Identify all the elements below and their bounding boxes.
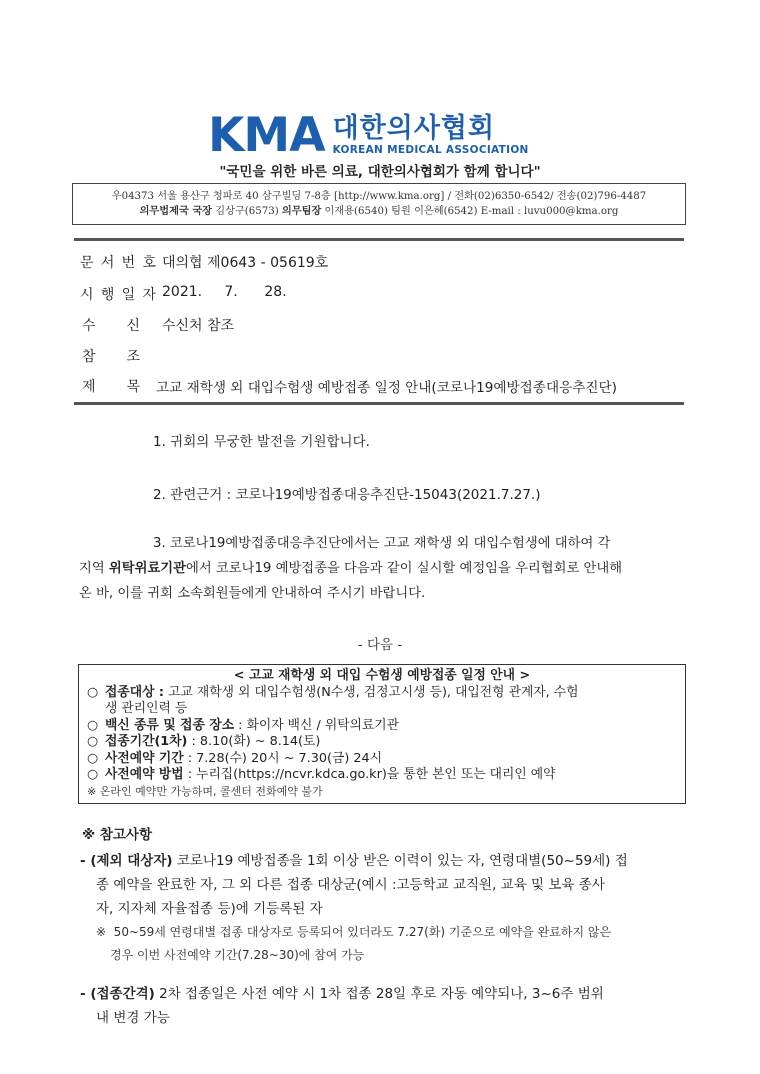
reference-label: 참 조 — [82, 349, 140, 365]
recipient-value: 수신처 참조 — [162, 318, 235, 334]
circle-icon: ○ — [87, 684, 99, 700]
meta-doc-number — [80, 252, 328, 272]
reference-item-1-note-1: ※ 50~59세 연령대별 접종 대상자로 등록되어 있더라도 7.27(화) 기준으로 예약을 완료하지 않은 — [96, 925, 612, 939]
paragraph-3-line-2: 지역 위탁위료기관에서 코로나19 예방접종을 다음과 같이 실시할 예정임을 우리협회로 안내해 — [79, 561, 623, 576]
meta-recipient — [80, 315, 234, 335]
schedule-item-period: ○ 접종기간(1차) : 8.10(화) ~ 8.14(토) — [87, 734, 321, 749]
subject-label: 제 목 — [82, 379, 140, 395]
schedule-title: < 고교 재학생 외 대입 수험생 예방접종 일정 안내 > — [233, 668, 531, 683]
schedule-item-target: ○ 접종대상 : 고교 재학생 외 대입수험생(N수생, 검정고시생 등), 대입전형 관계자, 수험 생 관리인력 등 — [87, 684, 579, 716]
schedule-note: ※ 온라인 예약만 가능하며, 콜센터 전화예약 불가 — [87, 784, 323, 798]
reference-title: ※ 참고사항 — [82, 827, 152, 843]
doc-number-label: 문 서 번 호 — [80, 255, 156, 271]
meta-subject — [80, 376, 617, 396]
circle-icon: ○ — [87, 717, 99, 733]
reference-item-1-note-2: 경우 이번 사전예약 기간(7.28~30)에 참여 가능 — [110, 948, 365, 962]
paragraph-3-line-3: 온 바, 이를 귀회 소속회원들에게 안내하여 주시기 바랍니다. — [79, 586, 426, 601]
doc-number-value: 대의협 제0643 - 05619호 — [162, 255, 329, 271]
team-label: 의무팀장 — [281, 206, 322, 217]
meta-date — [80, 284, 287, 304]
reference-item-1-line-3: 자, 지자체 자율접종 등)에 기등록된 자 — [96, 901, 323, 917]
reference-item-2-line-2: 내 변경 가능 — [96, 1010, 170, 1026]
logo-abbr: KMA — [208, 108, 325, 163]
paragraph-2: 2. 관련근거 : 코로나19예방접종대응추진단-15043(2021.7.27.) — [153, 487, 541, 503]
reference-item-1-line-2: 종 예약을 완료한 자, 그 외 다른 접종 대상군(예시 :고등학교 교직원, 교육 및 보육 종사 — [96, 877, 605, 893]
reference-item-2-line-1: - (접종간격) 2차 접종일은 사전 예약 시 1차 접종 28일 후로 자동 예약되나, 3~6주 범위 — [80, 986, 604, 1002]
paragraph-3-line-1: 3. 코로나19예방접종대응추진단에서는 고교 재학생 외 대입수험생에 대하여 각 — [153, 536, 611, 551]
entrusted-institution: 위탁위료기관 — [108, 561, 186, 576]
logo-text — [333, 115, 529, 155]
dept-person: 김상구(6573) — [212, 206, 282, 217]
contact-address: 우04373 서울 용산구 청파로 40 삼구빌딩 7-8층 [http://www.kma.org] / 전화(02)6350-6542/ 전송(02)796-4487 — [111, 191, 647, 202]
slogan: "국민을 위한 바른 의료, 대한의사협회가 함께 합니다" — [219, 164, 541, 180]
divider-top — [74, 238, 684, 241]
schedule-item-reservation-period: ○ 사전예약 기간 : 7.28(수) 20시 ~ 7.30(금) 24시 — [87, 750, 383, 766]
subject-value: 고교 재학생 외 대입수험생 예방접종 일정 안내(코로나19예방접종대응추진단) — [156, 380, 617, 396]
schedule-box — [78, 664, 686, 804]
contact-staff — [79, 204, 679, 219]
dept-label: 의무법제국 국장 — [139, 206, 213, 217]
reference-item-1-line-1: - (제외 대상자) 코로나19 예방접종을 1회 이상 받은 이력이 있는 자, 연령대별(50~59세) 접 — [80, 853, 628, 869]
divider-bottom — [74, 402, 684, 405]
interval-label: (접종간격) — [90, 986, 155, 1002]
excluded-label: (제외 대상자) — [90, 853, 173, 869]
date-value: 2021. 7. 28. — [162, 284, 287, 300]
date-label: 시 행 일 자 — [80, 287, 156, 303]
contact-box — [72, 183, 686, 225]
meta-reference — [80, 346, 162, 366]
next-heading: - 다음 - — [357, 637, 403, 653]
schedule-item-reservation-method: ○ 사전예약 방법 : 누리집(https://ncvr.kdca.go.kr)을 통한 본인 또는 대리인 예약 — [87, 767, 556, 782]
logo-korean: 대한의사협회 — [332, 113, 496, 145]
circle-icon: ○ — [87, 767, 99, 782]
kma-logo — [208, 108, 529, 163]
logo-english: KOREAN MEDICAL ASSOCIATION — [332, 143, 529, 156]
schedule-item-vaccine: ○ 백신 종류 및 접종 장소 : 화이자 백신 / 위탁의료기관 — [87, 717, 400, 733]
team-rest: 이재용(6540) 팀원 이은혜(6542) E-mail : luvu000@kma.org — [321, 206, 619, 217]
circle-icon: ○ — [87, 734, 99, 749]
paragraph-1: 1. 귀회의 무궁한 발전을 기원합니다. — [153, 434, 370, 450]
circle-icon: ○ — [87, 750, 99, 766]
recipient-label: 수 신 — [82, 318, 140, 334]
